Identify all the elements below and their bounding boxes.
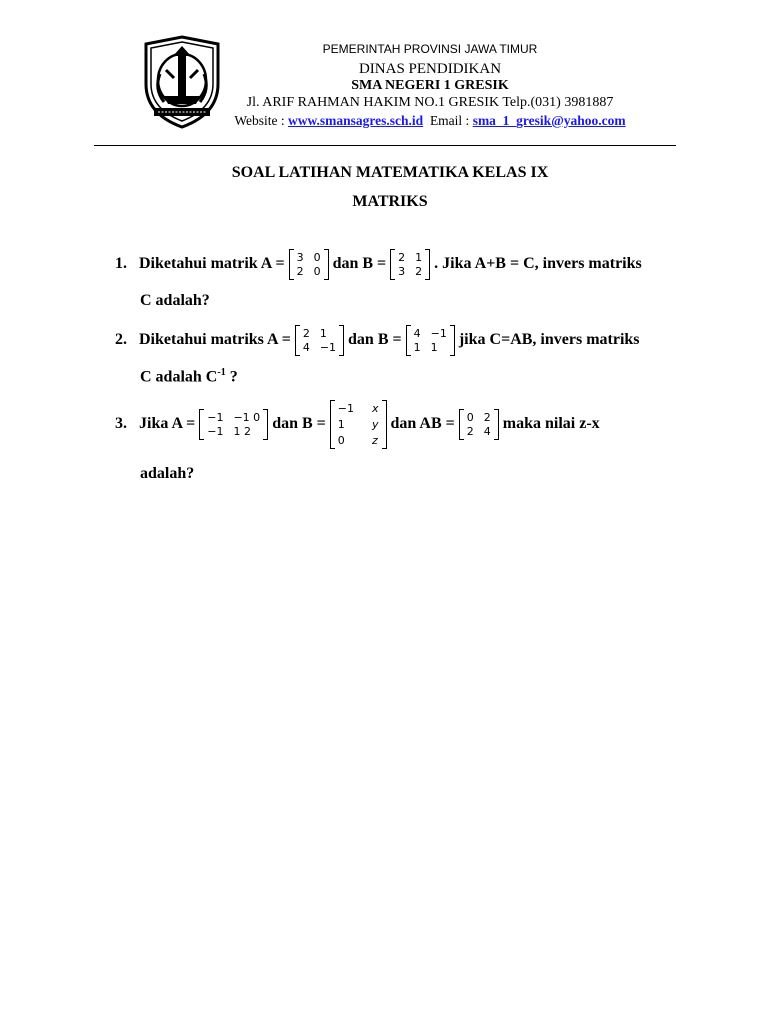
question-number: 1.: [115, 255, 127, 272]
matrix-b: 4 −1 1 1: [406, 325, 455, 356]
worksheet-title: SOAL LATIHAN MATEMATIKA KELAS IX: [231, 164, 549, 181]
question-text: Diketahui matrik A =: [139, 255, 285, 272]
matrix-ab: 0 2 2 4: [459, 409, 499, 440]
question-2-continuation: C adalah $C^{-1}$ ?: [140, 367, 238, 386]
question-1: [115, 236, 642, 292]
question-number: 3.: [115, 415, 127, 432]
inverse-superscript: -1: [217, 367, 226, 378]
matrix-b: −1 x 1 y 0 z: [330, 400, 387, 449]
question-2: [115, 312, 640, 368]
matrix-a: 3 0 2 0: [289, 249, 329, 280]
question-number: 2.: [115, 331, 127, 348]
matrix-b: 2 1 3 2: [390, 249, 430, 280]
question-3-continuation: adalah?: [140, 465, 195, 482]
question-text: dan B =: [348, 331, 402, 348]
header-contact: [210, 113, 650, 129]
email-label: Email :: [429, 113, 470, 128]
website-link[interactable]: www.smansagres.sch.id: [288, 113, 424, 128]
question-3: [115, 396, 600, 452]
question-text: Jika A =: [139, 415, 196, 432]
email-link[interactable]: sma_1_gresik@yahoo.com: [472, 113, 626, 128]
question-text: maka nilai z-x: [502, 415, 600, 432]
header-school-name: SMA NEGERI 1 GRESIK: [351, 78, 509, 93]
matrix-a: 2 1 4 −1: [295, 325, 344, 356]
question-text: dan B =: [332, 255, 387, 272]
question-text: dan B =: [272, 415, 326, 432]
worksheet-subtitle: MATRIKS: [352, 193, 428, 210]
matrix-a: −1 −1 0 −1 1 2: [199, 409, 268, 440]
question-text: . Jika A+B = C, invers matriks: [434, 255, 642, 272]
question-1-continuation: C adalah?: [140, 292, 210, 309]
question-text: dan AB =: [390, 415, 455, 432]
header-department: DINAS PENDIDIKAN: [358, 61, 502, 77]
website-label: Website :: [234, 113, 285, 128]
question-text: jika C=AB, invers matriks: [458, 331, 640, 348]
header-divider: [94, 145, 676, 146]
header-province: PEMERINTAH PROVINSI JAWA TIMUR: [322, 42, 538, 56]
question-text: Diketahui matriks A =: [139, 331, 291, 348]
header-address: Jl. ARIF RAHMAN HAKIM NO.1 GRESIK Telp.(031) 3981887: [246, 95, 614, 110]
